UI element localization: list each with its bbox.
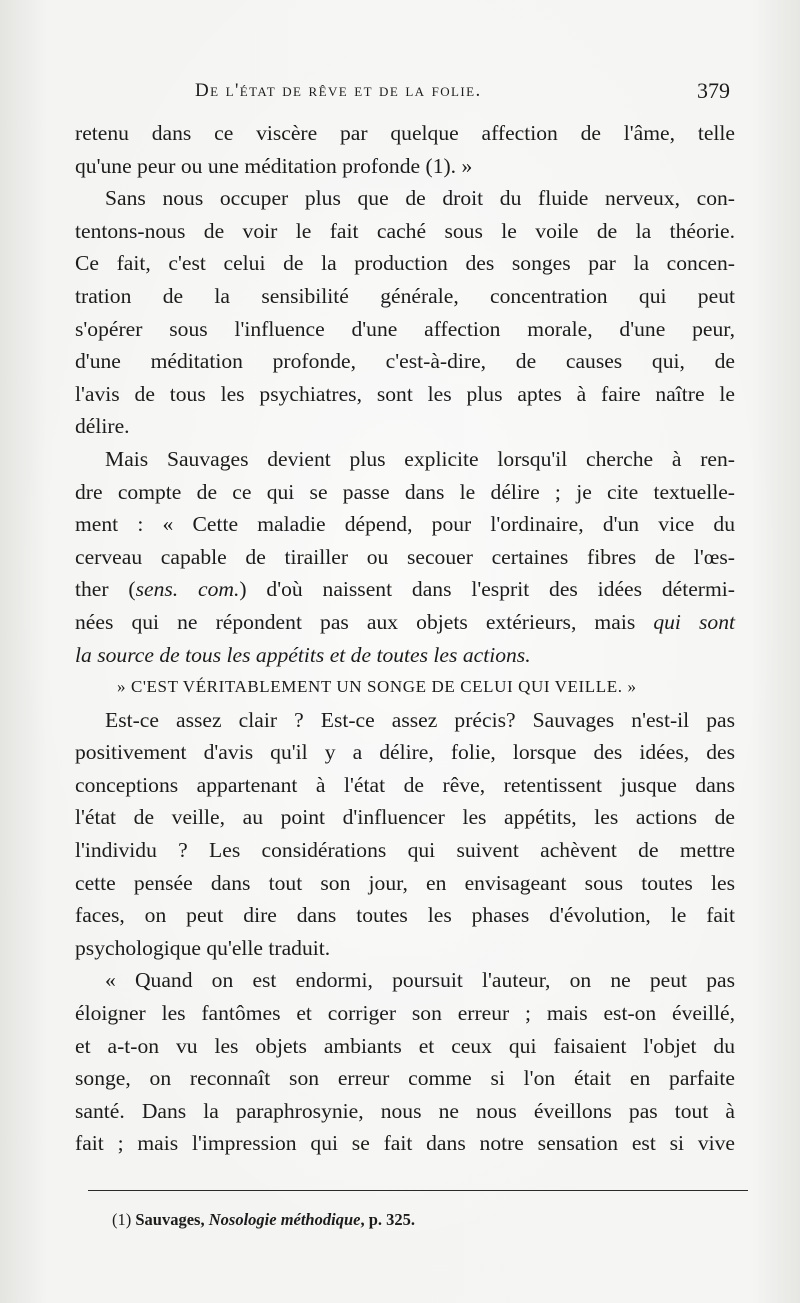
text-segment: ) d'où naissent dans l'esprit des idées détermi- (239, 577, 735, 602)
text-line-mixed (75, 606, 735, 639)
text-line: s'opérer sous l'influence d'une affection morale, d'une peur, (75, 316, 735, 341)
text-segment: nées qui ne répondent pas aux objets extérieurs, mais (75, 609, 654, 634)
text-line: d'une méditation profonde, c'est-à-dire, de causes qui, de (75, 349, 735, 374)
text-line: retenu dans ce viscère par quelque affection de l'âme, telle (75, 121, 735, 145)
page-number: 379 (697, 78, 730, 103)
text-line: cerveau capable de tirailler ou secouer certaines fibres de l'œs- (75, 544, 735, 569)
text-line: délire. (75, 414, 130, 439)
footnote-marker: (1) (112, 1210, 132, 1229)
text-line: et a-t-on vu les objets ambiants et ceux qui faisaient l'objet du (75, 1033, 735, 1058)
italic-segment: la source de tous les appétits et de toutes les actions. (75, 642, 531, 667)
italic-segment: qui sont (653, 609, 735, 634)
footnote-author: Sauvages, (135, 1210, 205, 1229)
running-head (75, 80, 730, 110)
text-line: positivement d'avis qu'il y a délire, folie, lorsque des idées, des (75, 740, 735, 765)
text-line: qu'une peur ou une méditation profonde (1). » (75, 153, 473, 178)
text-line: l'avis de tous les psychiatres, sont les plus aptes à faire naître le (75, 381, 735, 406)
footnote-divider (88, 1190, 748, 1191)
text-line: faces, on peut dire dans toutes les phases d'évolution, le fait (75, 903, 735, 928)
text-line: Mais Sauvages devient plus explicite lorsqu'il cherche à ren- (105, 446, 735, 471)
text-line: psychologique qu'elle traduit. (75, 935, 331, 960)
text-line: l'état de veille, au point d'influencer les appétits, les actions de (75, 805, 735, 830)
text-line: fait ; mais l'impression qui se fait dans notre sensation est si vive (75, 1131, 735, 1156)
text-line: tentons-nous de voir le fait caché sous le voile de la théorie. (75, 218, 735, 243)
text-line: Est-ce assez clair ? Est-ce assez précis? Sauvages n'est-il pas (105, 707, 735, 732)
text-line: « Quand on est endormi, poursuit l'auteur, on ne peut pas (105, 968, 735, 993)
text-line-small-caps: » C'EST VÉRITABLEMENT UN SONGE DE CELUI QUI VEILLE. » (117, 677, 637, 697)
text-line: l'individu ? Les considérations qui suivent achèvent de mettre (75, 838, 735, 863)
text-line: cette pensée dans tout son jour, en envisageant sous toutes les (75, 870, 735, 895)
text-line: tration de la sensibilité générale, concentration qui peut (75, 283, 735, 308)
text-line: ment : « Cette maladie dépend, pour l'ordinaire, d'un vice du (75, 512, 735, 537)
text-line: conceptions appartenant à l'état de rêve, retentissent jusque dans (75, 772, 735, 797)
text-line: dre compte de ce qui se passe dans le délire ; je cite textuelle- (75, 479, 735, 504)
text-line: Ce fait, c'est celui de la production des songes par la concen- (75, 251, 735, 276)
text-line: éloigner les fantômes et corriger son erreur ; mais est-on éveillé, (75, 1001, 735, 1026)
text-line-mixed (75, 573, 735, 606)
text-line-italic (75, 639, 735, 672)
body-text (75, 117, 735, 1160)
footnote-title: Nosologie méthodique (208, 1210, 361, 1229)
text-segment: ther ( (75, 577, 136, 602)
footnote-page: , p. 325. (360, 1210, 416, 1229)
text-line: santé. Dans la paraphrosynie, nous ne nous éveillons pas tout à (75, 1098, 735, 1123)
text-line: Sans nous occuper plus que de droit du fluide nerveux, con- (105, 186, 735, 211)
text-line: songe, on reconnaît son erreur comme si l'on était en parfaite (75, 1066, 735, 1091)
running-title: De l'état de rêve et de la folie. (195, 80, 482, 101)
footnote (112, 1210, 415, 1230)
italic-segment: sens. com. (135, 577, 240, 602)
